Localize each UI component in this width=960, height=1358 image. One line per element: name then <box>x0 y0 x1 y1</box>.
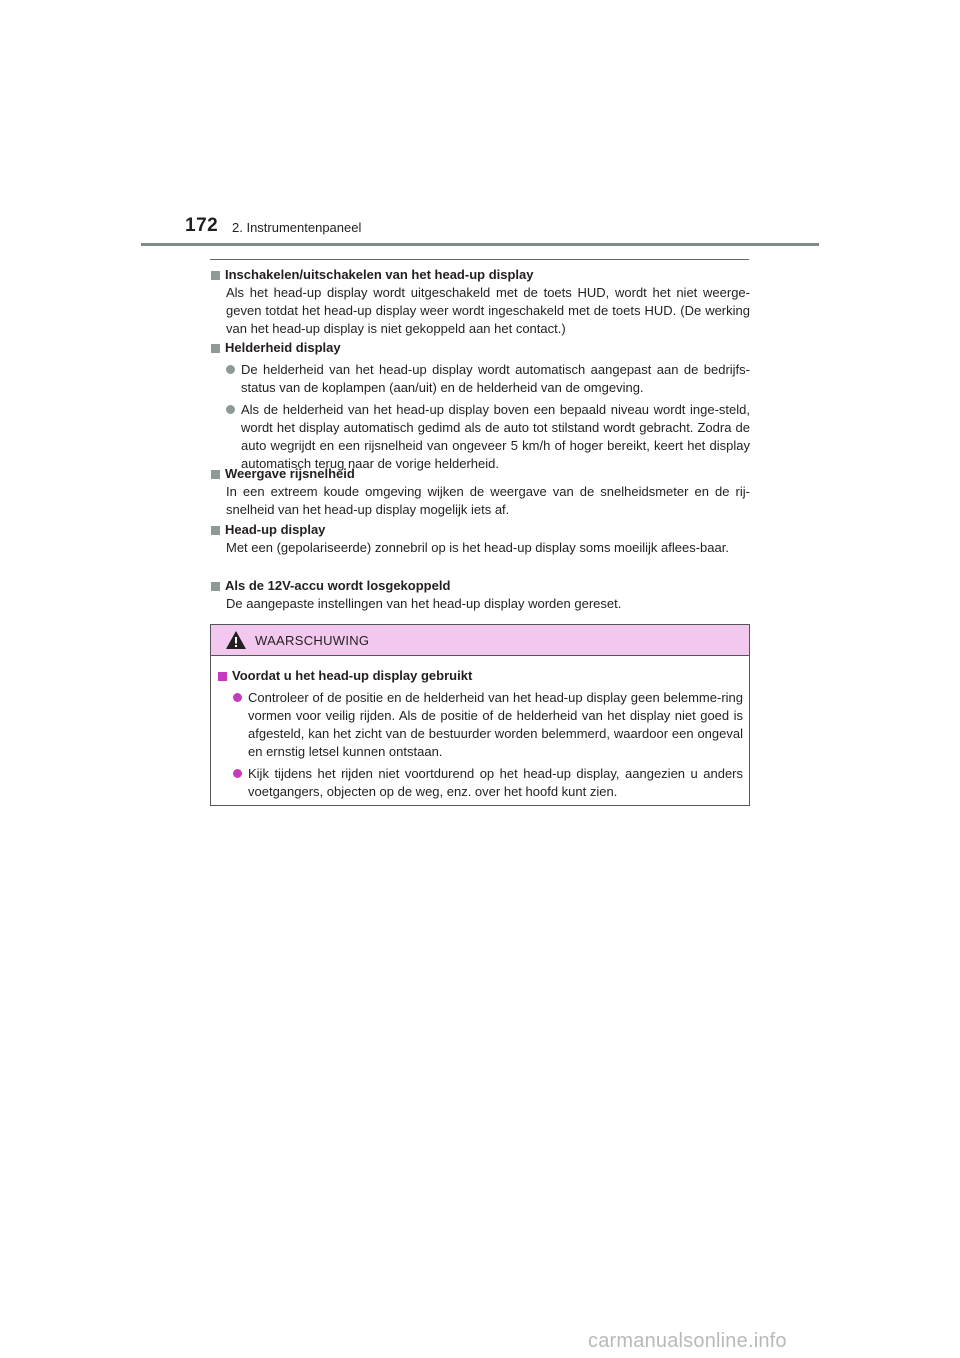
round-bullet-icon <box>233 769 242 778</box>
round-bullet-icon <box>226 405 235 414</box>
section-text: Met een (gepolariseerde) zonnebril op is het head-up display soms moeilijk aflees-baar. <box>226 540 729 555</box>
warning-box <box>210 624 750 806</box>
section-battery <box>210 577 750 613</box>
section-brightness <box>210 339 750 473</box>
section-text: Als het head-up display wordt uitgeschakeld met de toets HUD, wordt het niet weerge-geven totdat het head-up display weer wordt ingeschakeld met de toets HUD. (De werking van het head-up display is niet gekoppeld aan het contact.) <box>226 285 750 336</box>
section-heading: Head-up display <box>225 522 326 537</box>
square-bullet-icon <box>211 344 220 353</box>
square-bullet-icon <box>211 271 220 280</box>
chapter-title: 2. Instrumentenpaneel <box>232 220 362 235</box>
section-hud <box>210 521 750 557</box>
list-item: De helderheid van het head-up display wordt automatisch aangepast aan de bedrijfs-status van de koplampen (aan/uit) en de helderheid van de omgeving. <box>226 361 750 397</box>
watermark: carmanualsonline.info <box>588 1330 787 1352</box>
list-item: Controleer of de positie en de helderheid van het head-up display geen belemme-ring vormen voor veilig rijden. Als de positie of de helderheid van het display niet goed is afgesteld, kan het zicht van de bestuurder worden belemmerd, waardoor een ongeval en ernstig letsel kunnen ontstaan. <box>233 689 743 761</box>
section-heading: Helderheid display <box>225 340 341 355</box>
section-heading: Als de 12V-accu wordt losgekoppeld <box>225 578 451 593</box>
list-item: Kijk tijdens het rijden niet voortdurend op het head-up display, aangezien u anders voetgangers, objecten op de weg, enz. over het hoofd kunt zien. <box>233 765 743 801</box>
square-bullet-icon <box>211 526 220 535</box>
section-heading: Weergave rijsnelheid <box>225 466 355 481</box>
section-heading: Inschakelen/uitschakelen van het head-up display <box>225 267 534 282</box>
list-item: Als de helderheid van het head-up display boven een bepaald niveau wordt inge-steld, wordt het display automatisch gedimd als de auto tot stilstand wordt gebracht. Zodra de auto wegrijdt en een rijsnelheid van ongeveer 5 km/h of hoger bereikt, keert het display automatisch terug naar de vorige helderheid. <box>226 401 750 473</box>
warning-triangle-icon <box>225 630 247 655</box>
section-speed <box>210 465 750 519</box>
section-text: De aangepaste instellingen van het head-up display worden gereset. <box>226 596 622 611</box>
square-bullet-icon <box>218 672 227 681</box>
round-bullet-icon <box>226 365 235 374</box>
section-power <box>210 266 750 338</box>
warning-heading: Voordat u het head-up display gebruikt <box>232 668 473 683</box>
warning-body <box>217 667 743 801</box>
warning-header <box>211 625 749 656</box>
warning-title: WAARSCHUWING <box>255 633 370 648</box>
section-text: In een extreem koude omgeving wijken de weergave van de snelheidsmeter en de rij-snelheid van het head-up display mogelijk iets af. <box>226 484 750 517</box>
square-bullet-icon <box>211 582 220 591</box>
square-bullet-icon <box>211 470 220 479</box>
page-number: 172 <box>185 215 219 236</box>
header-rule <box>141 243 819 246</box>
round-bullet-icon <box>233 693 242 702</box>
content-rule <box>210 259 749 260</box>
